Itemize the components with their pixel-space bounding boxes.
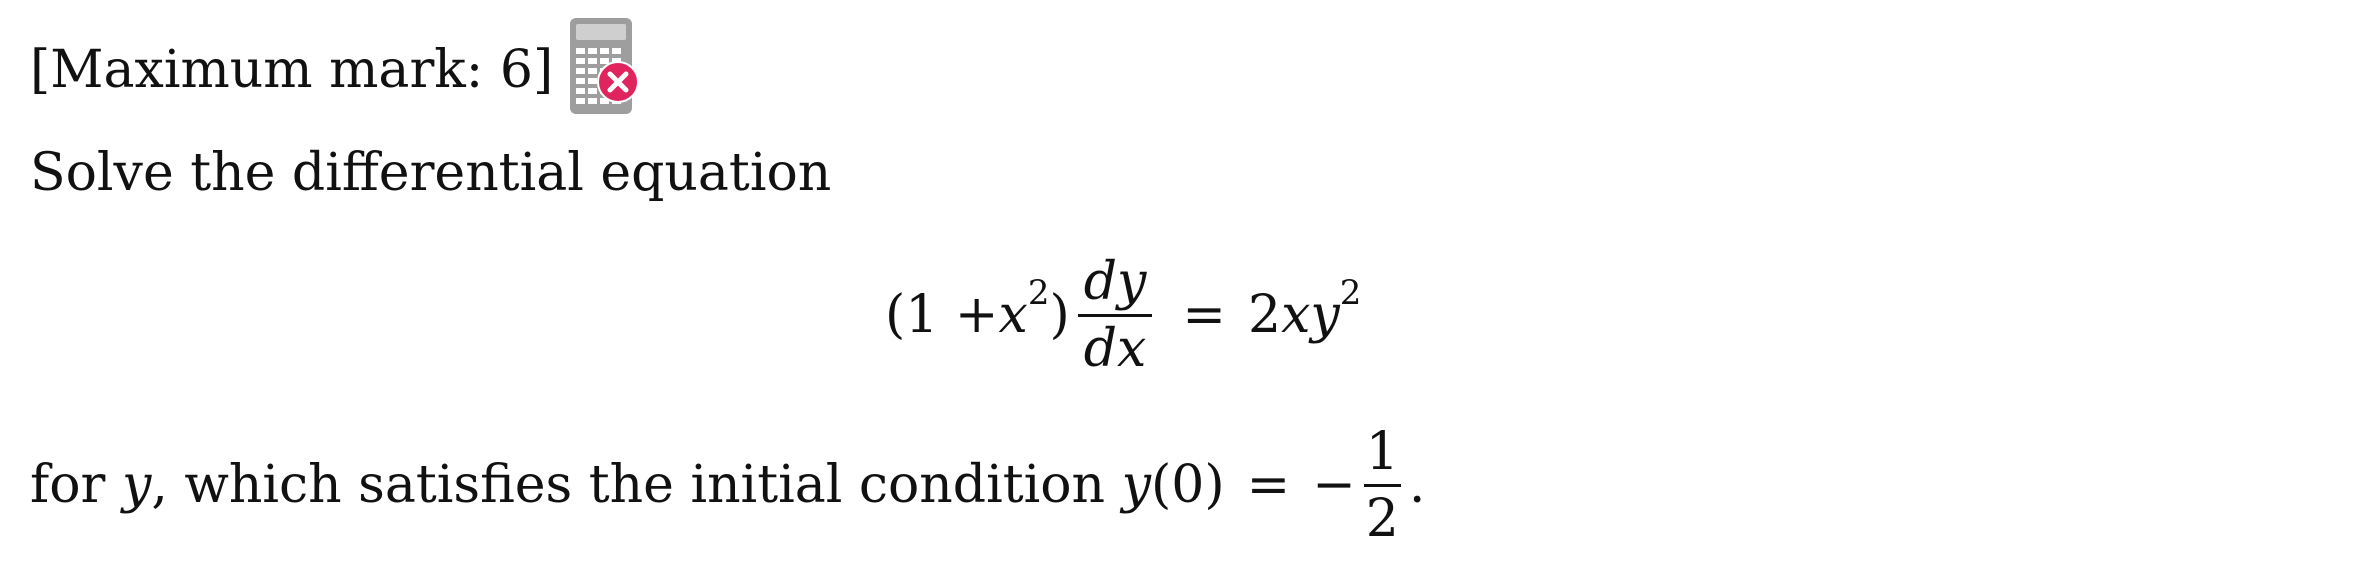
cond-var: y bbox=[121, 455, 152, 515]
eq-rhs-exponent: 2 bbox=[1339, 273, 1362, 313]
cond-text-middle: , which satisfies the initial condition bbox=[151, 455, 1122, 515]
cond-text-before: for bbox=[30, 455, 122, 515]
maximum-mark-text: [Maximum mark: 6] bbox=[30, 40, 554, 100]
differential-equation bbox=[885, 250, 1361, 380]
cond-frac-denominator: 2 bbox=[1365, 488, 1399, 549]
cond-frac-numerator: 1 bbox=[1364, 424, 1401, 487]
eq-rhs-vars: xy bbox=[1281, 285, 1340, 345]
eq-lhs-close: ) bbox=[1049, 285, 1070, 345]
eq-frac-denominator: dx bbox=[1083, 318, 1147, 379]
cond-sign: − bbox=[1312, 455, 1356, 515]
question-prompt: Solve the differential equation bbox=[30, 143, 832, 203]
cond-equals: = bbox=[1246, 455, 1291, 515]
no-calculator-icon bbox=[568, 16, 640, 120]
eq-lhs-open: (1 + bbox=[885, 285, 999, 345]
cond-fraction bbox=[1364, 421, 1401, 549]
initial-condition bbox=[30, 420, 1425, 550]
eq-frac-numerator: dy bbox=[1078, 254, 1153, 317]
eq-equals: = bbox=[1182, 285, 1226, 345]
maximum-mark bbox=[30, 30, 553, 110]
cond-func: y bbox=[1121, 455, 1151, 515]
eq-lhs-var: x bbox=[998, 285, 1028, 345]
cond-end: . bbox=[1408, 455, 1426, 515]
eq-lhs-exponent: 2 bbox=[1027, 273, 1050, 313]
eq-derivative-fraction bbox=[1078, 251, 1153, 379]
eq-rhs-coefficient: 2 bbox=[1248, 285, 1282, 345]
cond-arg: (0) bbox=[1150, 455, 1225, 515]
calculator-screen bbox=[576, 24, 626, 40]
